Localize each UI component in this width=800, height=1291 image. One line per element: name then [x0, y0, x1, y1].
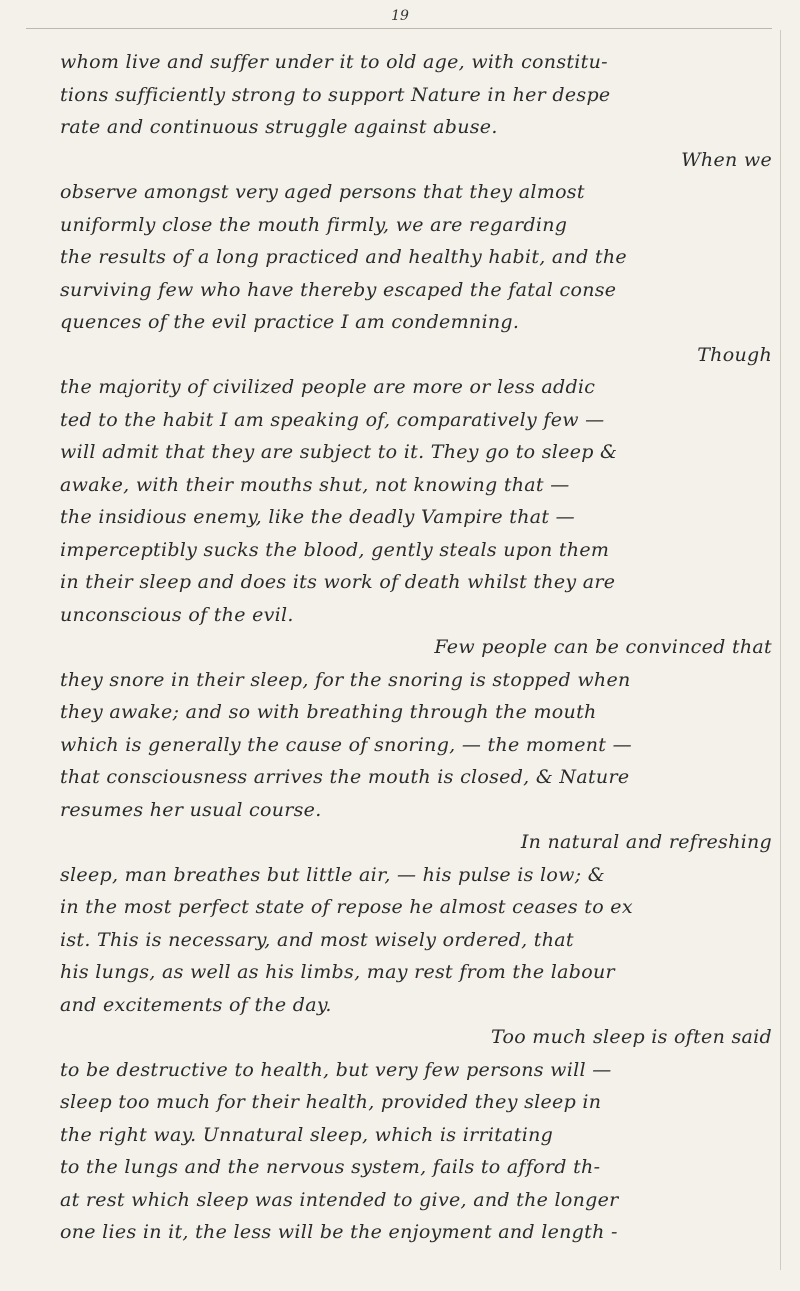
text-line: whom live and suffer under it to old age, with constitu- [60, 51, 608, 73]
page-number: 19 [391, 8, 409, 24]
text-line: one lies in it, the less will be the enjoyment and length - [60, 1221, 618, 1243]
manuscript-text [60, 46, 772, 1249]
text-line: resumes her usual course. [60, 798, 322, 821]
text-line: they snore in their sleep, for the snoring is stopped when [60, 668, 631, 691]
text-line: When we [681, 148, 772, 171]
text-line: ist. This is necessary, and most wisely ordered, that [60, 928, 574, 951]
text-line: the results of a long practiced and healthy habit, and the [60, 246, 627, 268]
text-line: ted to the habit I am speaking of, comparatively few — [60, 408, 605, 431]
text-line: tions sufficiently strong to support Nature in her despe [60, 83, 611, 106]
text-line: unconscious of the evil. [60, 603, 294, 626]
text-line: his lungs, as well as his limbs, may rest from the labour [60, 961, 615, 983]
text-line: surviving few who have thereby escaped the fatal conse [60, 278, 617, 301]
text-line: Too much sleep is often said [490, 1026, 772, 1048]
text-line: the majority of civilized people are more or less addic [60, 376, 596, 398]
text-line: In natural and refreshing [520, 831, 772, 853]
text-line: will admit that they are subject to it. They go to sleep & [60, 441, 618, 463]
text-line: sleep too much for their health, provided they sleep in [60, 1091, 602, 1113]
text-line: the insidious enemy, like the deadly Vampire that — [60, 506, 575, 528]
text-line: they awake; and so with breathing through the mouth [60, 701, 597, 723]
text-line: to be destructive to health, but very few persons will — [60, 1058, 612, 1081]
text-line: at rest which sleep was intended to give, and the longer [60, 1188, 619, 1211]
text-line: the right way. Unnatural sleep, which is irritating [60, 1123, 554, 1146]
text-line: rate and continuous struggle against abuse. [60, 116, 498, 138]
text-line: awake, with their mouths shut, not knowing that — [60, 473, 570, 496]
text-line: that consciousness arrives the mouth is closed, & Nature [60, 766, 630, 788]
text-line: observe amongst very aged persons that they almost [60, 181, 585, 203]
text-line: Few people can be convinced that [434, 636, 772, 658]
top-rule [26, 28, 772, 29]
text-line: and excitements of the day. [60, 993, 332, 1016]
text-line: uniformly close the mouth firmly, we are regarding [60, 213, 568, 236]
text-line: sleep, man breathes but little air, — his pulse is low; & [60, 863, 605, 886]
text-line: in their sleep and does its work of death whilst they are [60, 571, 616, 593]
text-line: imperceptibly sucks the blood, gently steals upon them [60, 538, 610, 561]
text-line: quences of the evil practice I am condemning. [60, 311, 520, 333]
text-line: to the lungs and the nervous system, fails to afford th- [60, 1156, 601, 1178]
text-line: which is generally the cause of snoring, — the moment — [60, 733, 632, 756]
text-line: in the most perfect state of repose he almost ceases to ex [60, 896, 633, 918]
text-line: Though [697, 343, 772, 366]
page-edge-line [780, 30, 781, 1270]
